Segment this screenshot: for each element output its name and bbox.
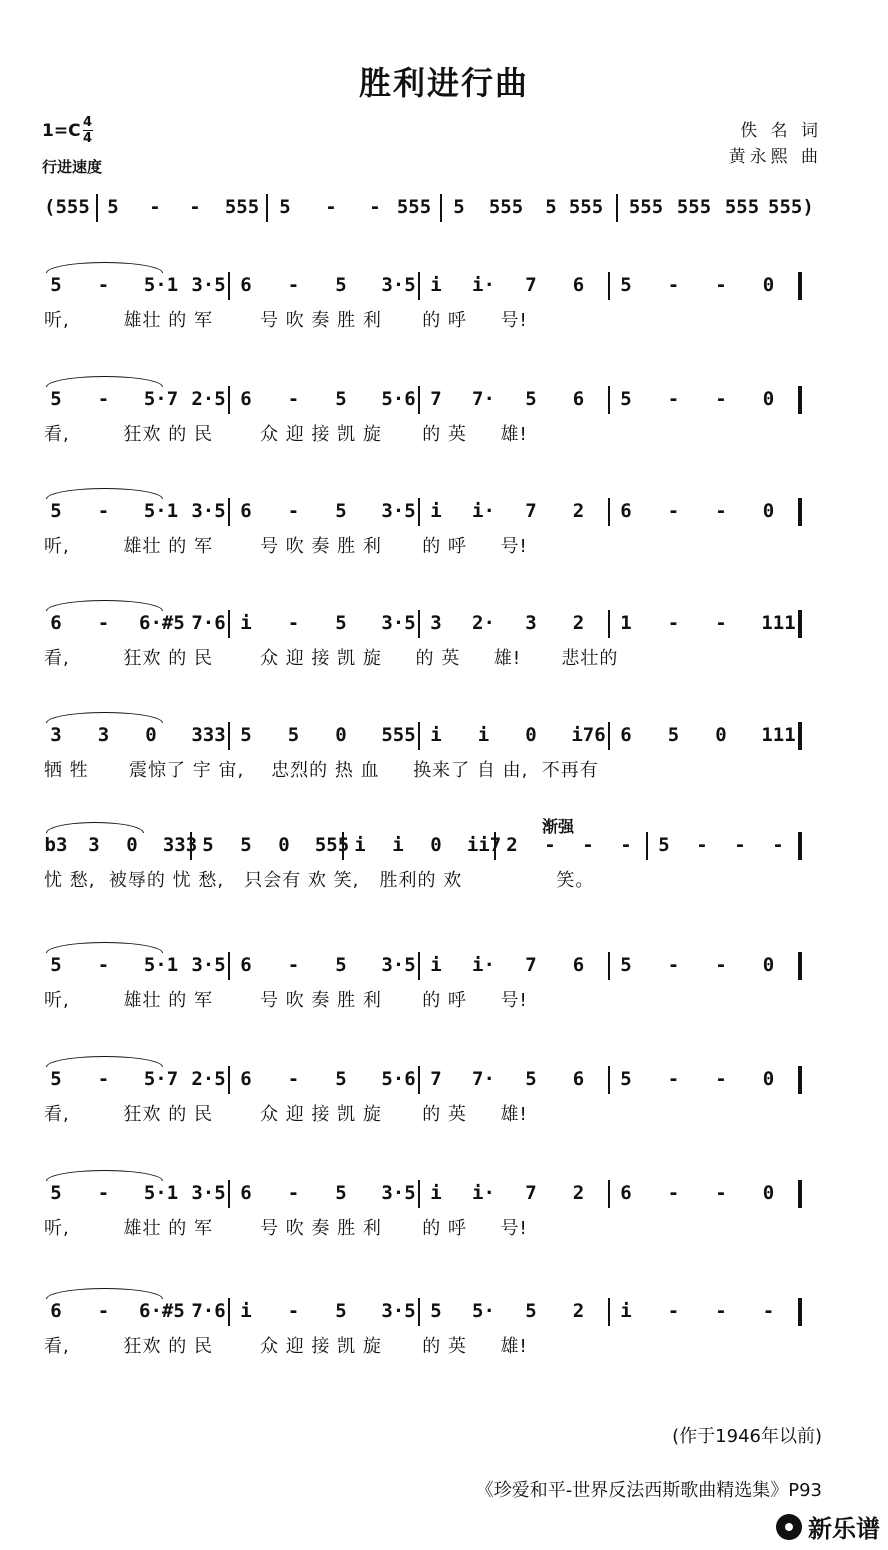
line-notes — [44, 262, 834, 302]
score-line — [44, 942, 834, 1032]
intro-note: 5 — [279, 196, 291, 218]
note: - — [97, 388, 110, 410]
score-line — [44, 1288, 834, 1378]
note: 3 — [50, 724, 62, 746]
note: - — [715, 274, 727, 296]
note: 7· — [472, 1068, 495, 1090]
lyric-text: 看, 狂欢 的 民 众 迎 接 凯 旋 的 英 雄! — [44, 1336, 528, 1357]
line-notes — [44, 1170, 834, 1210]
note: 0 — [126, 834, 138, 856]
barline — [608, 498, 610, 526]
note: - — [544, 834, 556, 856]
note: i — [392, 834, 404, 856]
note: - — [715, 954, 727, 976]
note: 7 — [430, 388, 442, 410]
lyric-text: 看, 狂欢 的 民 众 迎 接 凯 旋 的 英 雄! — [44, 1104, 528, 1125]
note: 6 — [50, 612, 62, 634]
note: 3·5 — [191, 1182, 226, 1204]
score-line — [44, 262, 834, 352]
note: 5 — [525, 1300, 537, 1322]
barline — [646, 832, 648, 860]
intro-notes — [44, 184, 834, 224]
song-title: 胜利进行曲 — [358, 64, 529, 102]
note: 5 — [658, 834, 670, 856]
note: - — [667, 274, 680, 296]
dynamic-marking: 渐强 — [542, 817, 575, 836]
tie — [46, 822, 144, 833]
note: 2 — [572, 1182, 585, 1204]
line-lyrics — [44, 986, 834, 1012]
note: - — [715, 612, 727, 634]
note: - — [287, 954, 300, 976]
note: 0 — [762, 1182, 775, 1204]
note: i — [430, 1182, 442, 1204]
barline — [266, 194, 268, 222]
note: 3·5 — [381, 274, 416, 296]
note: - — [762, 1300, 775, 1322]
note: i· — [472, 954, 495, 976]
barline — [418, 1066, 420, 1094]
note: 5·6 — [381, 1068, 416, 1090]
meter-top: 4 — [83, 115, 93, 130]
note: 3·5 — [381, 1182, 416, 1204]
note: - — [667, 1300, 680, 1322]
note: 7 — [525, 274, 537, 296]
note: 3 — [97, 724, 110, 746]
note: 0 — [762, 388, 775, 410]
score-line — [44, 1170, 834, 1260]
note: 7 — [430, 1068, 442, 1090]
barline — [342, 832, 344, 860]
note: i — [430, 954, 442, 976]
note: 5 — [50, 274, 62, 296]
line-lyrics — [44, 420, 834, 446]
tie — [46, 262, 163, 273]
note: 3·5 — [191, 274, 226, 296]
note: 6 — [572, 1068, 585, 1090]
barline — [608, 1180, 610, 1208]
note: 5 — [50, 1068, 62, 1090]
line-notes — [44, 600, 834, 640]
composer-credit: 黄永熙 曲 — [728, 147, 822, 167]
line-lyrics — [44, 1100, 834, 1126]
lyric-text: 听, 雄壮 的 军 号 吹 奏 胜 利 的 呼 号! — [44, 1218, 528, 1239]
intro-note: - — [325, 196, 337, 218]
note: 333 — [162, 834, 198, 856]
note: 5 — [50, 500, 62, 522]
note: 2 — [572, 612, 585, 634]
note: 7 — [525, 1182, 537, 1204]
barline — [798, 498, 802, 526]
note: 0 — [762, 1068, 775, 1090]
line-lyrics — [44, 532, 834, 558]
key-label: 1=C — [42, 120, 81, 141]
note: 5 — [240, 834, 252, 856]
note: 555 — [314, 834, 350, 856]
barline — [608, 1298, 610, 1326]
tie — [46, 376, 163, 387]
note: i — [477, 724, 490, 746]
note: 3 — [525, 612, 537, 634]
note: 0 — [335, 724, 347, 746]
note: 6 — [620, 500, 632, 522]
note: - — [97, 612, 110, 634]
note: 6 — [240, 388, 252, 410]
note: - — [715, 500, 727, 522]
note: 5 — [335, 612, 347, 634]
note: 3·5 — [381, 500, 416, 522]
lyric-text: 看, 狂欢 的 民 众 迎 接 凯 旋 的 英 雄! 悲壮的 — [44, 648, 619, 669]
line-lyrics — [44, 866, 834, 892]
tie — [46, 488, 163, 499]
score-line — [44, 712, 834, 802]
time-signature — [83, 116, 93, 145]
note: 5 — [335, 274, 347, 296]
note: 5 — [525, 388, 537, 410]
note: 5 — [525, 1068, 537, 1090]
note: 6 — [240, 1068, 252, 1090]
note: 3 — [430, 612, 442, 634]
note: - — [97, 1068, 110, 1090]
note: 5 — [335, 1068, 347, 1090]
note: 5·6 — [381, 388, 416, 410]
lyric-text: 牺 牲 震惊了 宇 宙, 忠烈的 热 血 换来了 自 由, 不再有 — [44, 760, 599, 781]
note: - — [696, 834, 708, 856]
score-line — [44, 488, 834, 578]
note: - — [287, 1068, 300, 1090]
note: - — [667, 1182, 680, 1204]
barline — [228, 1180, 230, 1208]
line-notes — [44, 376, 834, 416]
barline — [228, 952, 230, 980]
note: 5 — [335, 500, 347, 522]
barline — [608, 722, 610, 750]
lyric-text: 听, 雄壮 的 军 号 吹 奏 胜 利 的 呼 号! — [44, 990, 528, 1011]
note: 5 — [50, 388, 62, 410]
note: 7· — [472, 388, 495, 410]
barline — [608, 272, 610, 300]
line-lyrics — [44, 1332, 834, 1358]
note: 5 — [287, 724, 300, 746]
tie — [46, 600, 163, 611]
note: 5 — [620, 274, 632, 296]
barline — [418, 1298, 420, 1326]
note: 0 — [762, 954, 775, 976]
note: 3·5 — [381, 1300, 416, 1322]
note: i — [430, 274, 442, 296]
line-lyrics — [44, 644, 834, 670]
note: 555 — [381, 724, 416, 746]
barline — [228, 1066, 230, 1094]
note: 5·1 — [143, 500, 179, 522]
note: 5 — [335, 954, 347, 976]
note: 6 — [620, 1182, 632, 1204]
line-notes — [44, 488, 834, 528]
note: 5·1 — [143, 1182, 179, 1204]
tie — [46, 1288, 163, 1299]
barline — [228, 498, 230, 526]
note: b3 — [44, 834, 68, 856]
barline — [228, 386, 230, 414]
barline — [228, 610, 230, 638]
barline — [608, 952, 610, 980]
note: 5· — [472, 1300, 495, 1322]
lyric-text: 看, 狂欢 的 民 众 迎 接 凯 旋 的 英 雄! — [44, 424, 528, 445]
barline — [440, 194, 442, 222]
note: 0 — [715, 724, 727, 746]
note: 5 — [202, 834, 214, 856]
note: 6 — [240, 500, 252, 522]
intro-note: 555 — [224, 196, 260, 218]
barline — [798, 272, 802, 300]
barline — [418, 722, 420, 750]
barline — [798, 386, 802, 414]
intro-note: 555 — [488, 196, 524, 218]
intro-note: 555) — [768, 196, 814, 218]
score-line — [44, 1056, 834, 1146]
barline — [190, 832, 192, 860]
note: ii7 — [466, 834, 502, 856]
note: 5 — [335, 1300, 347, 1322]
note: 333 — [191, 724, 226, 746]
note: 5 — [667, 724, 680, 746]
intro-note: 555 — [724, 196, 760, 218]
intro-note: - — [149, 196, 161, 218]
tie — [46, 712, 163, 723]
note: 5 — [430, 1300, 442, 1322]
note: 5 — [50, 954, 62, 976]
note: 6 — [240, 274, 252, 296]
note: - — [667, 388, 680, 410]
barline — [798, 832, 802, 860]
line-notes — [44, 1056, 834, 1096]
note: 6 — [240, 954, 252, 976]
note: 6 — [572, 388, 585, 410]
note: 111 — [761, 612, 796, 634]
note: - — [287, 1300, 300, 1322]
note: - — [287, 274, 300, 296]
note: 0 — [762, 274, 775, 296]
note: 7·6 — [191, 612, 226, 634]
note: 5 — [620, 1068, 632, 1090]
note: i — [620, 1300, 632, 1322]
note: 0 — [762, 500, 775, 522]
lyricist-credit: 佚 名 词 — [740, 121, 822, 141]
note: 5·1 — [143, 954, 179, 976]
line-notes — [44, 1288, 834, 1328]
site-logo — [776, 1509, 880, 1544]
note: 3 — [88, 834, 100, 856]
note: 6·#5 — [139, 612, 185, 634]
barline — [608, 386, 610, 414]
note: 6 — [240, 1182, 252, 1204]
tie — [46, 942, 163, 953]
note: i· — [472, 1182, 495, 1204]
note: 1 — [620, 612, 632, 634]
barline — [608, 1066, 610, 1094]
note: 6·#5 — [139, 1300, 185, 1322]
note: - — [667, 612, 680, 634]
note: 5·7 — [143, 388, 179, 410]
note: 7 — [525, 500, 537, 522]
intro-note: 555 — [568, 196, 604, 218]
note: 7 — [525, 954, 537, 976]
note: 5·7 — [143, 1068, 179, 1090]
lyric-text: 忧 愁, 被辱的 忧 愁, 只会有 欢 笑, 胜利的 欢 笑。 — [44, 870, 595, 891]
note: - — [715, 1182, 727, 1204]
barline — [418, 610, 420, 638]
intro-line — [44, 184, 834, 232]
note: 5·1 — [143, 274, 179, 296]
note: - — [287, 1182, 300, 1204]
key-signature — [42, 116, 93, 145]
intro-note: (555 — [44, 196, 90, 218]
meter-bottom: 4 — [83, 131, 93, 146]
note: 6 — [572, 274, 585, 296]
barline — [798, 722, 802, 750]
note: i — [430, 724, 442, 746]
barline — [418, 1180, 420, 1208]
note: 6 — [620, 724, 632, 746]
note: 7·6 — [191, 1300, 226, 1322]
note: 3·5 — [191, 500, 226, 522]
barline — [616, 194, 618, 222]
line-lyrics — [44, 756, 834, 782]
note: - — [620, 834, 632, 856]
source-citation: 《珍爱和平-世界反法西斯歌曲精选集》P93 — [475, 1480, 822, 1501]
score-line — [44, 600, 834, 690]
note: 5 — [240, 724, 252, 746]
note: 2 — [506, 834, 518, 856]
note: 2 — [572, 1300, 585, 1322]
intro-note: 555 — [396, 196, 432, 218]
note: i76 — [571, 724, 606, 746]
note: - — [715, 1300, 727, 1322]
note: 5 — [620, 954, 632, 976]
lyric-text: 听, 雄壮 的 军 号 吹 奏 胜 利 的 呼 号! — [44, 310, 528, 331]
note: i — [240, 612, 252, 634]
barline — [228, 272, 230, 300]
note: - — [715, 1068, 727, 1090]
line-lyrics — [44, 1214, 834, 1240]
line-notes — [44, 942, 834, 982]
intro-note: 5 — [545, 196, 557, 218]
note: 3·5 — [381, 612, 416, 634]
note: 0 — [278, 834, 290, 856]
note: 2 — [572, 500, 585, 522]
barline — [418, 272, 420, 300]
logo-text: 新乐谱 — [808, 1515, 880, 1543]
barline — [418, 952, 420, 980]
note: - — [287, 612, 300, 634]
score-line — [44, 817, 834, 912]
line-lyrics — [44, 306, 834, 332]
note: - — [97, 1300, 110, 1322]
barline — [418, 498, 420, 526]
intro-note: - — [189, 196, 201, 218]
note: 6 — [50, 1300, 62, 1322]
note: 3·5 — [381, 954, 416, 976]
barline — [228, 722, 230, 750]
record-icon — [776, 1514, 802, 1540]
note: - — [667, 954, 680, 976]
note: 111 — [761, 724, 796, 746]
note: - — [97, 274, 110, 296]
composition-date: (作于1946年以前) — [672, 1426, 822, 1447]
barline — [418, 386, 420, 414]
note: - — [582, 834, 594, 856]
note: 2·5 — [191, 388, 226, 410]
note: - — [97, 500, 110, 522]
note: 5 — [50, 1182, 62, 1204]
note: 5 — [335, 388, 347, 410]
intro-note: 5 — [453, 196, 465, 218]
intro-note: - — [369, 196, 381, 218]
note: - — [667, 500, 680, 522]
barline — [494, 832, 496, 860]
note: i· — [472, 274, 495, 296]
note: 0 — [145, 724, 157, 746]
note: 5 — [335, 1182, 347, 1204]
tie — [46, 1056, 163, 1067]
note: - — [734, 834, 746, 856]
barline — [798, 610, 802, 638]
note: - — [772, 834, 784, 856]
barline — [608, 610, 610, 638]
intro-note: 555 — [628, 196, 664, 218]
note: i — [430, 500, 442, 522]
barline — [798, 1298, 802, 1326]
barline — [228, 1298, 230, 1326]
note: 6 — [572, 954, 585, 976]
intro-note: 5 — [107, 196, 119, 218]
intro-note: 555 — [676, 196, 712, 218]
line-notes — [44, 712, 834, 752]
barline — [798, 1066, 802, 1094]
note: - — [287, 500, 300, 522]
note: 0 — [525, 724, 537, 746]
note: - — [287, 388, 300, 410]
note: i — [354, 834, 366, 856]
tempo-marking: 行进速度 — [42, 158, 103, 176]
barline — [798, 1180, 802, 1208]
note: 5 — [620, 388, 632, 410]
note: - — [667, 1068, 680, 1090]
note: 2·5 — [191, 1068, 226, 1090]
note: - — [97, 954, 110, 976]
note: - — [97, 1182, 110, 1204]
note: 2· — [472, 612, 495, 634]
note: i — [240, 1300, 252, 1322]
note: i· — [472, 500, 495, 522]
note: - — [715, 388, 727, 410]
line-notes — [44, 822, 834, 862]
note: 0 — [430, 834, 442, 856]
barline — [798, 952, 802, 980]
note: 3·5 — [191, 954, 226, 976]
tie — [46, 1170, 163, 1181]
lyric-text: 听, 雄壮 的 军 号 吹 奏 胜 利 的 呼 号! — [44, 536, 528, 557]
score-line — [44, 376, 834, 466]
barline — [96, 194, 98, 222]
